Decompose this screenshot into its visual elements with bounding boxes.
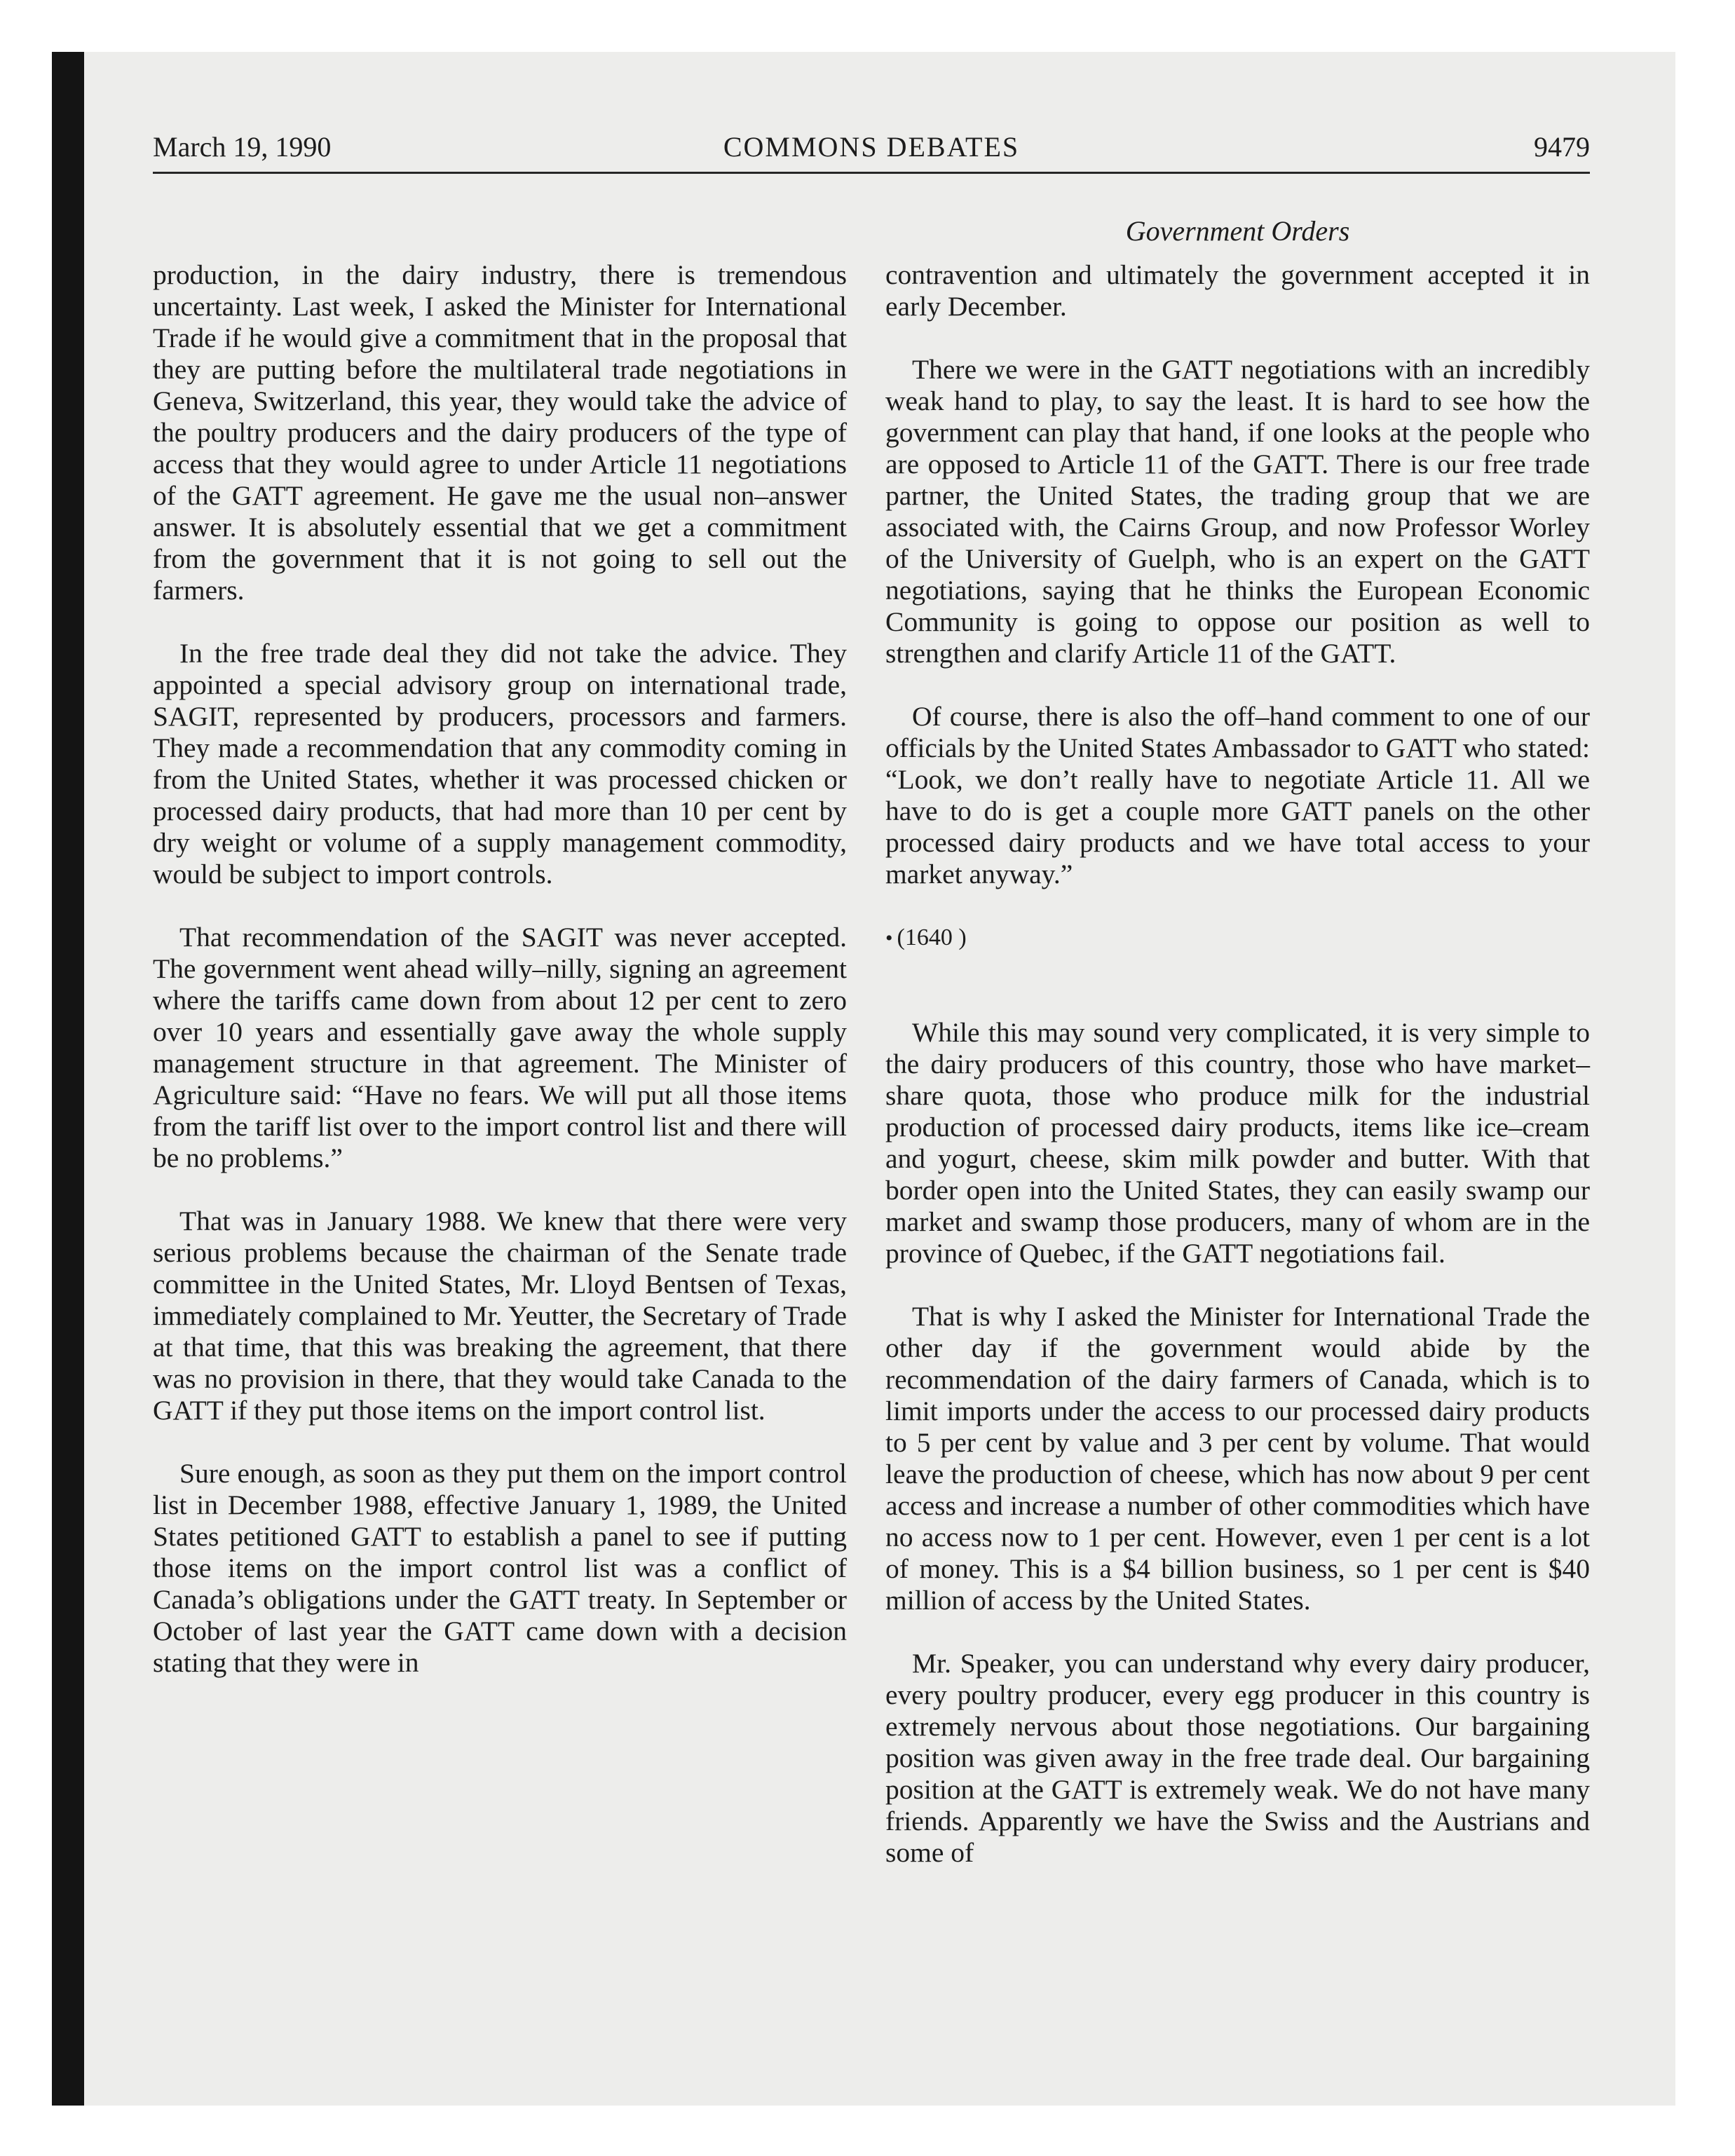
paragraph: While this may sound very complicated, it is very simple to the dairy producers of this country, those who have market–share quota, those who produce milk for the industrial production of processed dairy products, items like ice–cream and yogurt, cheese, skim milk powder and butter. With that border open into the United States, they can easily swamp our market and swamp those producers, many of whom are in the province of Quebec, if the GATT negotiations fail. [885, 1017, 1590, 1269]
paragraph: Of course, there is also the off–hand comment to one of our officials by the United States Ambassador to GATT who stated: “Look, we don’t really have to negotiate Article 11. All we have to do is get a couple more GATT panels on the other processed dairy products and we have total access to your market anyway.” [885, 701, 1590, 889]
header-date: March 19, 1990 [153, 131, 332, 163]
paragraph: contravention and ultimately the government accepted it in early December. [885, 259, 1590, 322]
header-rule [153, 172, 1590, 174]
right-column [885, 259, 1590, 1900]
paragraph: Sure enough, as soon as they put them on the import control list in December 1988, effective January 1, 1989, the United States petitioned GATT to establish a panel to see if putting those items on the import control list was a conflict of Canada’s obligations under the GATT treaty. In September or October of last year the GATT came down with a decision stating that they were in [153, 1458, 847, 1678]
page-header [153, 130, 1590, 170]
paragraph: That recommendation of the SAGIT was never accepted. The government went ahead willy–nilly, signing an agreement where the tariffs came down from about 12 per cent to zero over 10 years and essentially gave away the whole supply management structure in that agreement. The Minister of Agriculture said: “Have no fears. We will put all those items from the tariff list over to the import control list and there will be no problems.” [153, 922, 847, 1173]
paragraph: There we were in the GATT negotiations with an incredibly weak hand to play, to say the least. It is hard to see how the government can play that hand, if one looks at the people who are opposed to Article 11 of the GATT. There is our free trade partner, the United States, the trading group that we are associated with, the Cairns Group, and now Professor Worley of the University of Guelph, who is an expert on the GATT negotiations, saying that he thinks the European Economic Community is going to oppose our position as well to strengthen and clarify Article 11 of the GATT. [885, 354, 1590, 669]
header-page-number: 9479 [1534, 131, 1590, 163]
scan-edge-bar [52, 52, 84, 2106]
paragraph: That is why I asked the Minister for International Trade the other day if the government would abide by the recommendation of the dairy farmers of Canada, which is to limit imports under the access to our processed dairy products to 5 per cent by value and 3 per cent by volume. That would leave the production of cheese, which has now about 9 per cent access and increase a number of other commodities which have no access now to 1 per cent. However, even 1 per cent is a lot of money. This is a $4 billion business, so 1 per cent is $40 million of access by the United States. [885, 1301, 1590, 1616]
left-column [153, 259, 847, 1710]
paragraph: That was in January 1988. We knew that there were very serious problems because the chairman of the Senate trade committee in the United States, Mr. Lloyd Bentsen of Texas, immediately complained to Mr. Yeutter, the Secretary of Trade at that time, that this was breaking the agreement, that there was no provision in there, that they would take Canada to the GATT if they put those items on the import control list. [153, 1206, 847, 1426]
paragraph: production, in the dairy industry, there is tremendous uncertainty. Last week, I asked the Minister for International Trade if he would give a commitment that in the proposal that they are putting before the multilateral trade negotiations in Geneva, Switzerland, this year, they would take the advice of the poultry producers and the dairy producers of the type of access that they would agree to under Article 11 negotiations of the GATT agreement. He gave me the usual non–answer answer. It is absolutely essential that we get a commitment from the government that it is not going to sell out the farmers. [153, 259, 847, 606]
time-marker-text: (1640 ) [897, 925, 967, 950]
bullet-icon: • [885, 927, 893, 950]
time-marker [885, 922, 1590, 954]
paragraph: In the free trade deal they did not take the advice. They appointed a special advisory group on international trade, SAGIT, represented by producers, processors and farmers. They made a recommendation that any commodity coming in from the United States, whether it was processed chicken or processed dairy products, that had more than 10 per cent by dry weight or volume of a supply management commodity, would be subject to import controls. [153, 638, 847, 889]
paragraph: Mr. Speaker, you can understand why every dairy producer, every poultry producer, every egg producer in this country is extremely nervous about those negotiations. Our bargaining position was given away in the free trade deal. Our bargaining position at the GATT is extremely weak. We do not have many friends. Apparently we have the Swiss and the Austrians and some of [885, 1648, 1590, 1868]
header-title: COMMONS DEBATES [723, 131, 1020, 163]
section-heading: Government Orders [1125, 215, 1350, 247]
